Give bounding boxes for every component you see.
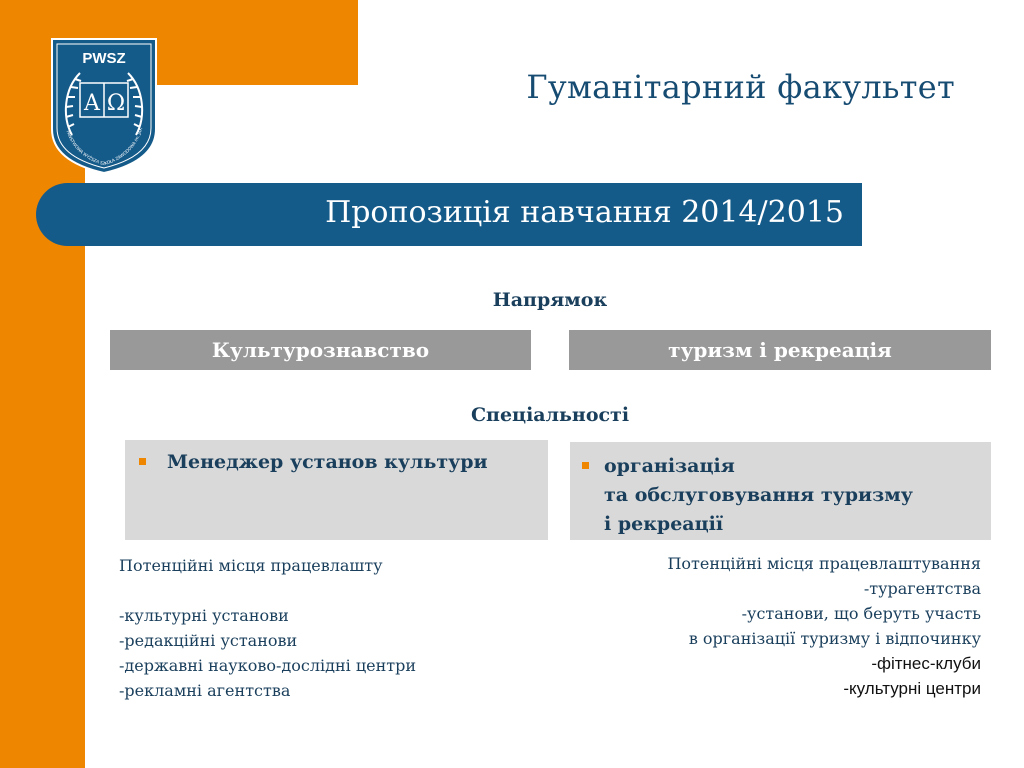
jobs-title: Потенційні місця працевлаштування [667, 554, 981, 573]
direction-label: Культурознавство [211, 338, 430, 362]
specialty-line: та обслуговування туризму [604, 484, 913, 506]
jobs-right [560, 551, 981, 701]
job-item: -рекламні агентства [119, 681, 291, 700]
specialty-line: організація [604, 455, 735, 477]
specialty-box-right [570, 442, 991, 540]
job-item: -установи, що беруть участь [741, 604, 981, 623]
specialties-heading: Спеціальності [470, 404, 630, 426]
job-item: -турагентства [863, 579, 981, 598]
bullet-icon [139, 458, 146, 465]
job-item: -фітнес-клуби [871, 654, 981, 673]
job-item: -культурні установи [119, 606, 289, 625]
job-item: -редакційні установи [119, 631, 298, 650]
logo-alpha: A [84, 91, 100, 116]
pwsz-logo [50, 37, 158, 175]
bullet-icon [582, 462, 589, 469]
logo-ring-text: PAŃSTWOWA WYŻSZA SZKOŁA ZAWODOWA im. JAK [65, 127, 144, 167]
specialty-line: і рекреації [604, 513, 724, 535]
specialty-label [604, 452, 913, 539]
direction-heading: Напрямок [492, 289, 608, 311]
faculty-title: Гуманітарний факультет [526, 68, 955, 106]
logo-abbr: PWSZ [82, 50, 126, 67]
direction-cultural-studies [110, 330, 531, 370]
job-item: -державні науково-дослідні центри [119, 656, 417, 675]
banner-title: Пропозиція навчання 2014/2015 [325, 195, 844, 230]
jobs-title: Потенційні місця працевлашту [119, 556, 383, 575]
specialty-label: Менеджер установ культури [167, 451, 488, 473]
title-banner [36, 183, 862, 246]
direction-tourism [569, 330, 991, 370]
direction-label: туризм і рекреація [668, 338, 892, 362]
job-item: -культурні центри [843, 679, 981, 698]
jobs-left [119, 553, 539, 703]
specialty-box-left [125, 440, 548, 540]
job-item: в організації туризму і відпочинку [688, 629, 981, 648]
logo-omega: Ω [106, 91, 126, 116]
